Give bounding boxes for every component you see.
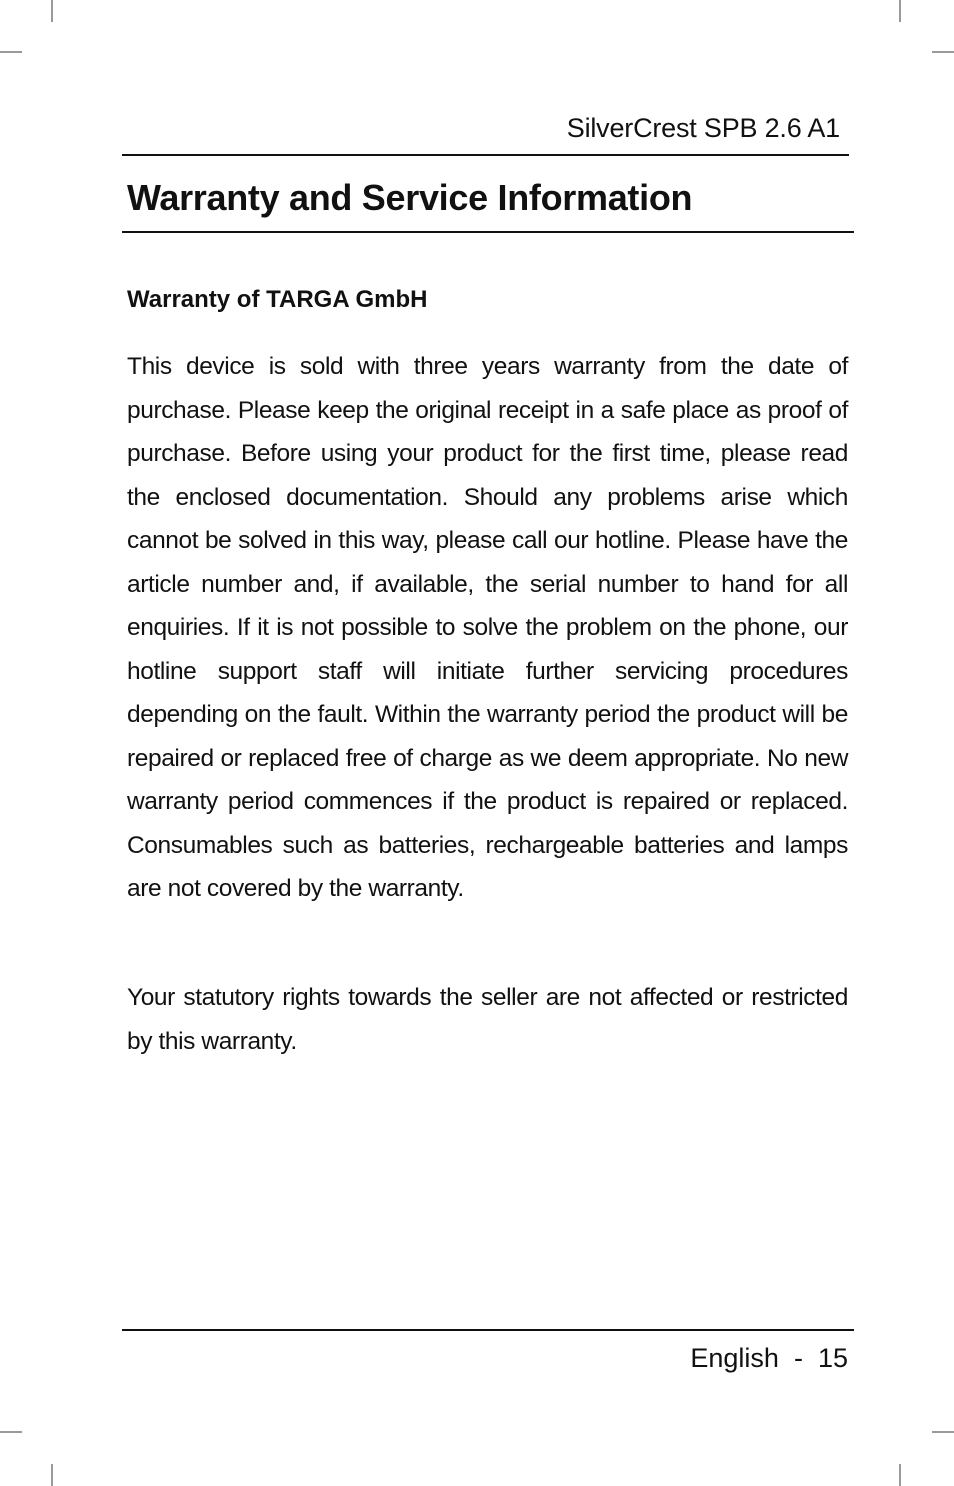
running-header: SilverCrest SPB 2.6 A1	[566, 113, 840, 143]
crop-mark-bottom-left-horizontal	[0, 1431, 22, 1433]
crop-mark-bottom-right-vertical	[899, 1464, 901, 1486]
footer-rule	[122, 1329, 854, 1331]
crop-mark-top-left-horizontal	[0, 51, 22, 53]
warranty-paragraph: This device is sold with three years warranty from the date of purchase. Please keep the original receipt in a safe place as proof of purchase. Before using your product for the first time, please read the enclosed documentation. Should any problems arise which cannot be solved in this way, please call our hotline. Please have the article number and, if available, the serial number to hand for all enquiries. If it is not possible to solve the problem on the phone, our hotline support staff will initiate further servicing procedures depending on the fault. Within the warranty period the product will be repaired or replaced free of charge as we deem appropriate. No new warranty period commences if the product is repaired or replaced. Consumables such as batteries, rechargeable batteries and lamps are not covered by the warranty.	[127, 353, 848, 902]
crop-mark-top-left-vertical	[51, 0, 53, 22]
crop-mark-top-right-vertical	[899, 0, 901, 22]
footer-separator: -	[793, 1343, 803, 1373]
page-title: Warranty and Service Information	[127, 177, 693, 218]
section-heading: Warranty of TARGA GmbH	[127, 286, 428, 313]
title-rule	[122, 231, 854, 233]
crop-mark-bottom-right-horizontal	[932, 1431, 954, 1433]
page-number: 15	[817, 1343, 848, 1373]
header-rule	[122, 154, 849, 156]
page-footer	[690, 1340, 848, 1376]
crop-mark-top-right-horizontal	[932, 51, 954, 53]
footer-language: English	[690, 1343, 779, 1373]
crop-mark-bottom-left-vertical	[51, 1464, 53, 1486]
statutory-rights-paragraph: Your statutory rights towards the seller are not affected or restricted by this warranty.	[127, 984, 848, 1055]
